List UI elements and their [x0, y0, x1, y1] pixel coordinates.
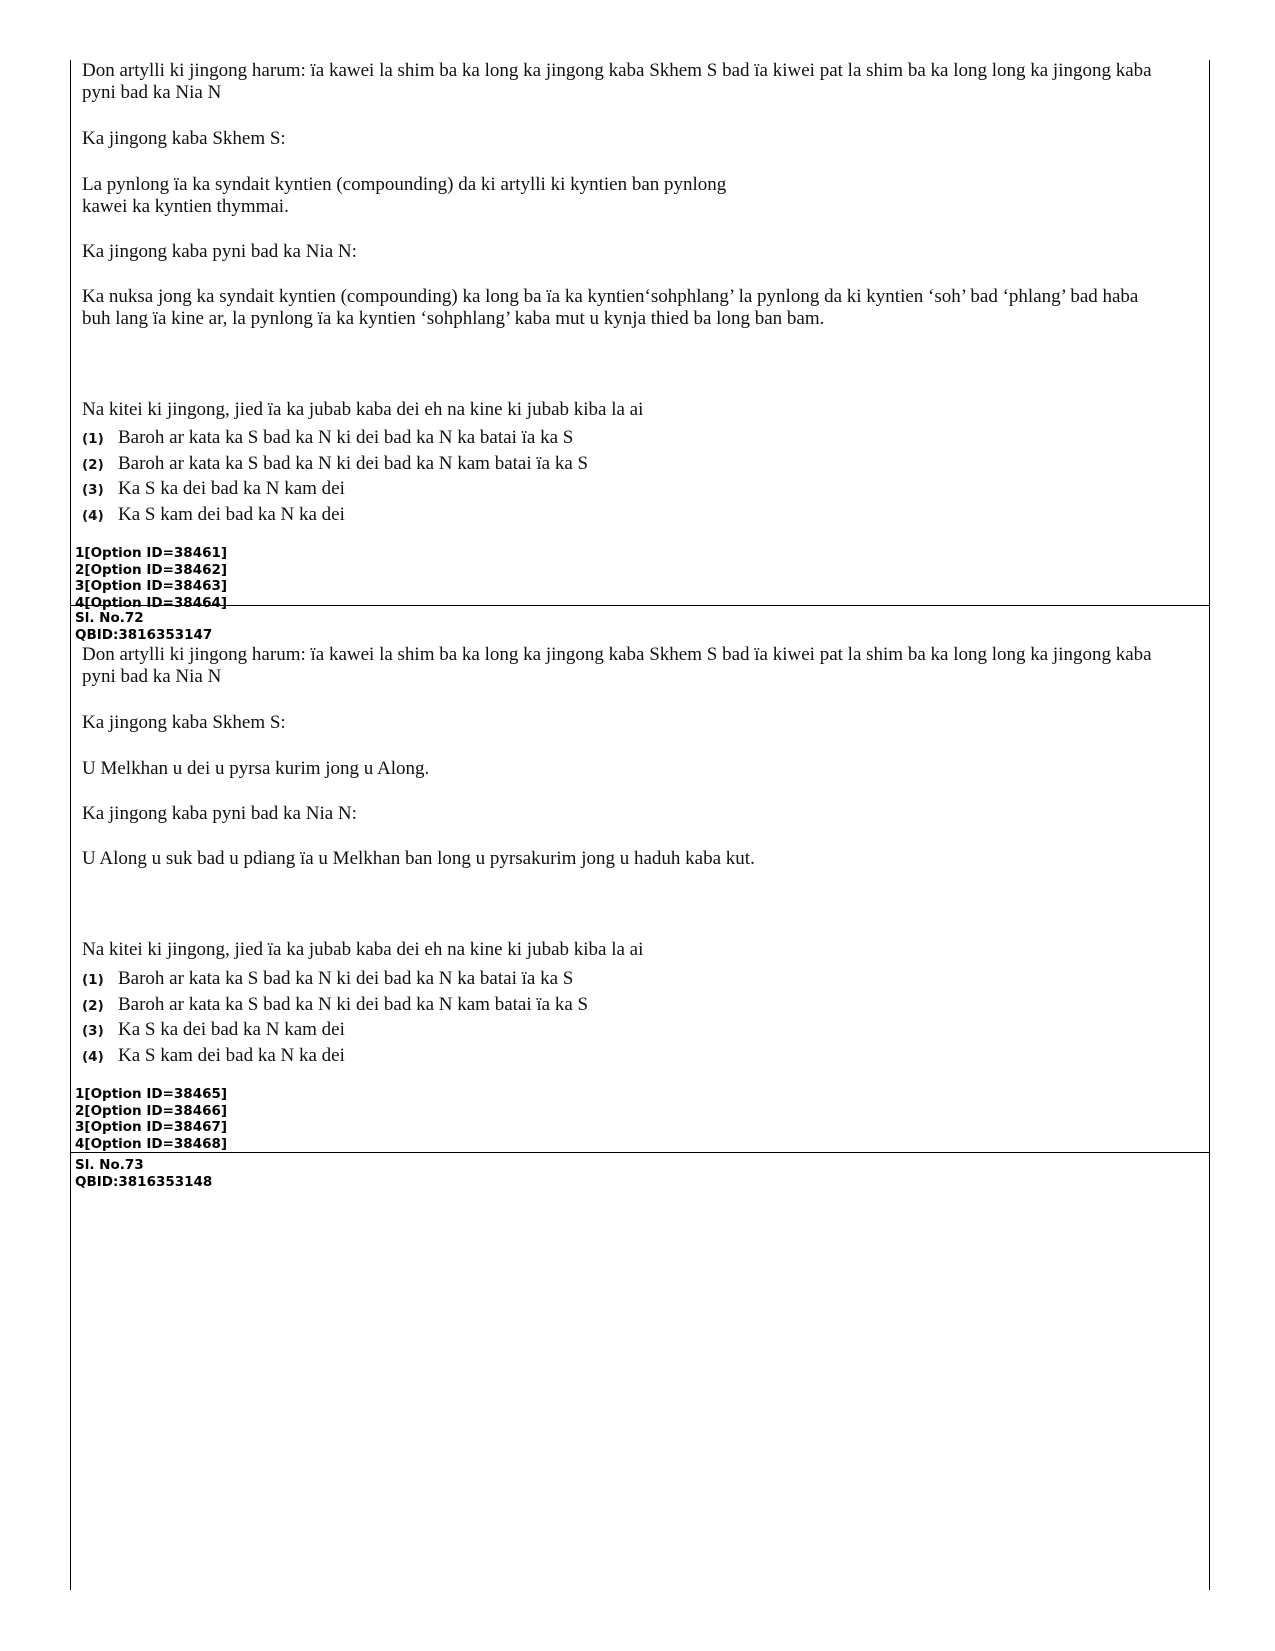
question-block-72 — [71, 608, 1209, 1153]
option-text: Ka S kam dei bad ka N ka dei — [118, 1045, 345, 1066]
question-block-73 — [71, 1155, 1209, 1255]
statement-s-line: kawei ka kyntien thymmai. — [82, 196, 289, 217]
option-text: Baroh ar kata ka S bad ka N ki dei bad ka N kam batai ïa ka S — [118, 453, 589, 474]
option-id: 2[Option ID=38462] — [75, 561, 228, 578]
statement-s-heading: Ka jingong kaba Skhem S: — [82, 712, 286, 733]
statement-s-text — [82, 174, 1169, 218]
option-text: Baroh ar kata ka S bad ka N ki dei bad ka N ka batai ïa ka S — [118, 427, 574, 448]
option-id: 3[Option ID=38467] — [75, 1119, 228, 1135]
option-text: Ka S kam dei bad ka N ka dei — [118, 504, 345, 525]
statement-n-heading: Ka jingong kaba pyni bad ka Nia N: — [82, 803, 357, 824]
option-row — [82, 504, 1169, 527]
question-header — [75, 610, 212, 643]
option-row — [82, 968, 1169, 991]
option-row — [82, 427, 1169, 450]
option-row — [82, 453, 1169, 476]
option-id-list — [75, 1086, 227, 1152]
question-prompt: Na kitei ki jingong, jied ïa ka jubab kaba dei eh na kine ki jubab kiba la ai — [82, 939, 644, 960]
option-row — [82, 478, 1169, 501]
statement-n-text: Ka nuksa jong ka syndait kyntien (compounding) ka long ba ïa ka kyntien‘sohphlang’ la pynlong da ki kyntien ‘soh’ bad ‘phlang’ bad haba buh lang ïa kine ar, la pynlong ïa ka kyntien ‘sohphlang’ kaba mut u kynja thied ba long ban bam. — [82, 286, 1139, 329]
option-id: 4[Option ID=38464] — [75, 594, 228, 611]
option-number: (2) — [82, 457, 104, 473]
option-number: (4) — [82, 1049, 104, 1065]
question-paper-frame — [70, 60, 1210, 1590]
option-id: 4[Option ID=38468] — [75, 1135, 228, 1152]
question-divider — [71, 605, 1209, 606]
option-id-list — [75, 545, 227, 611]
serial-number: Sl. No.73 — [75, 1157, 144, 1173]
option-id: 1[Option ID=38461] — [75, 545, 228, 561]
option-number: (2) — [82, 998, 104, 1014]
option-number: (3) — [82, 482, 104, 498]
option-number: (1) — [82, 972, 104, 988]
question-divider — [71, 1152, 1209, 1153]
option-number: (3) — [82, 1023, 104, 1039]
option-id: 3[Option ID=38463] — [75, 578, 228, 594]
option-id: 1[Option ID=38465] — [75, 1086, 228, 1102]
question-intro: Don artylli ki jingong harum: ïa kawei la shim ba ka long ka jingong kaba Skhem S bad ïa kiwei pat la shim ba ka long long ka jingong kaba pyni bad ka Nia N — [82, 60, 1152, 103]
option-text: Ka S ka dei bad ka N kam dei — [118, 478, 345, 499]
option-id: 2[Option ID=38466] — [75, 1102, 228, 1119]
serial-number: Sl. No.72 — [75, 610, 144, 626]
question-header — [75, 1157, 212, 1190]
question-intro: Don artylli ki jingong harum: ïa kawei la shim ba ka long ka jingong kaba Skhem S bad ïa kiwei pat la shim ba ka long long ka jingong kaba pyni bad ka Nia N — [82, 644, 1152, 687]
option-text: Ka S ka dei bad ka N kam dei — [118, 1019, 345, 1040]
option-row — [82, 1019, 1169, 1042]
statement-n-text: U Along u suk bad u pdiang ïa u Melkhan ban long u pyrsakurim jong u haduh kaba kut. — [82, 848, 755, 869]
option-text: Baroh ar kata ka S bad ka N ki dei bad ka N kam batai ïa ka S — [118, 994, 589, 1015]
option-number: (1) — [82, 431, 104, 447]
option-text: Baroh ar kata ka S bad ka N ki dei bad ka N ka batai ïa ka S — [118, 968, 574, 989]
statement-s-text: U Melkhan u dei u pyrsa kurim jong u Along. — [82, 758, 430, 779]
option-row — [82, 994, 1169, 1017]
qbid: QBID:3816353148 — [75, 1173, 213, 1190]
option-row — [82, 1045, 1169, 1068]
statement-s-heading: Ka jingong kaba Skhem S: — [82, 128, 286, 149]
statement-n-heading: Ka jingong kaba pyni bad ka Nia N: — [82, 241, 357, 262]
qbid: QBID:3816353147 — [75, 626, 213, 643]
statement-s-line: La pynlong ïa ka syndait kyntien (compounding) da ki artylli ki kyntien ban pynlong — [82, 174, 727, 195]
option-number: (4) — [82, 508, 104, 524]
question-prompt: Na kitei ki jingong, jied ïa ka jubab kaba dei eh na kine ki jubab kiba la ai — [82, 399, 644, 420]
question-block-71 — [71, 60, 1209, 623]
